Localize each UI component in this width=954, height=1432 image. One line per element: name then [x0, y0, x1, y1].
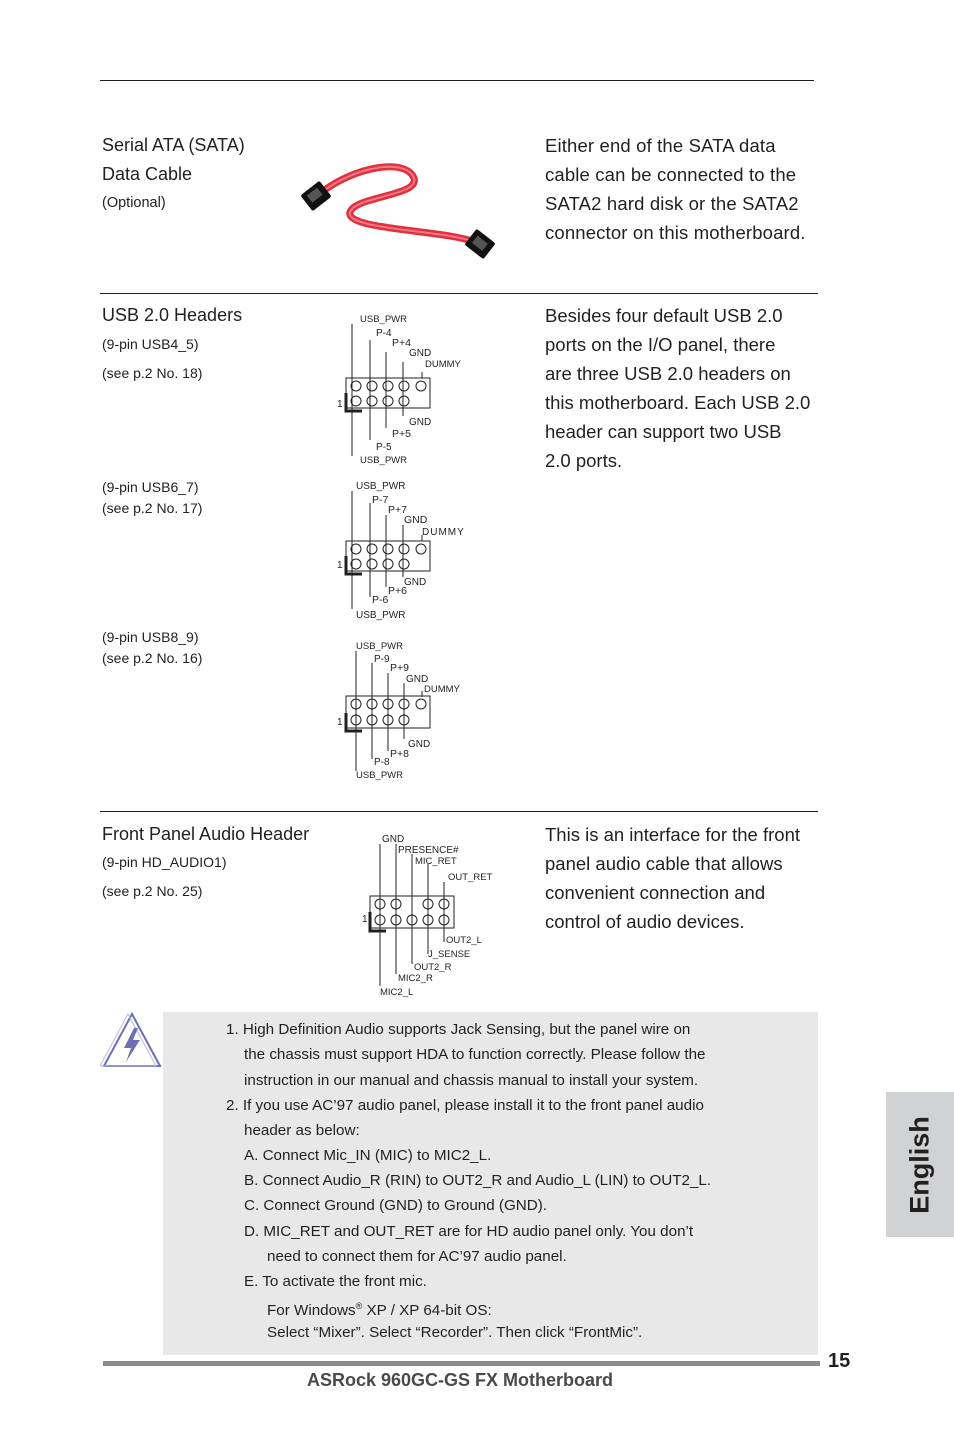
- audio-pin-label: (9-pin HD_AUDIO1): [102, 854, 227, 870]
- usb3-top-label: GND: [406, 674, 429, 685]
- section-rule: [100, 293, 818, 294]
- sata-title: Serial ATA (SATA): [102, 135, 245, 155]
- audio-top-label: PRESENCE#: [398, 845, 459, 856]
- usb2-see-label: (see p.2 No. 17): [102, 500, 203, 516]
- usb1-bottom-label: USB_PWR: [360, 455, 407, 466]
- usb1-top-label: P-4: [376, 328, 392, 339]
- usb3-bottom-label: P+8: [390, 748, 409, 760]
- page-number: 15: [828, 1350, 851, 1372]
- note-line: instruction in our manual and chassis manual to install your system.: [244, 1072, 699, 1089]
- usb2-pin1: 1: [337, 560, 343, 571]
- usb-desc-line: 2.0 ports.: [545, 450, 623, 471]
- usb2-bottom-label: USB_PWR: [356, 610, 406, 621]
- usb2-top-label: GND: [404, 514, 428, 526]
- sata-optional: (Optional): [102, 195, 166, 211]
- usb3-bottom-label: USB_PWR: [356, 770, 403, 781]
- usb-desc-line: header can support two USB: [545, 421, 782, 442]
- note-line: C. Connect Ground (GND) to Ground (GND).: [244, 1197, 548, 1214]
- usb3-top-label: DUMMY: [424, 684, 460, 695]
- top-rule: [100, 80, 814, 81]
- usb1-top-label: USB_PWR: [360, 314, 407, 325]
- usb2-top-label: USB_PWR: [356, 481, 406, 492]
- usb-desc-line: this motherboard. Each USB 2.0: [545, 392, 811, 413]
- sata-description: [545, 131, 806, 247]
- usb1-see-label: (see p.2 No. 18): [102, 365, 203, 381]
- usb1-bottom-label: P+5: [392, 428, 411, 440]
- sata-desc-line: Either end of the SATA data: [545, 135, 776, 156]
- usb-description: [545, 301, 810, 475]
- usb-title: USB 2.0 Headers: [102, 305, 243, 325]
- sata-title-line2: Data Cable: [102, 164, 193, 184]
- usb2-top-label: DUMMY: [422, 527, 465, 538]
- usb2-pin-label: (9-pin USB6_7): [102, 479, 199, 495]
- audio-bottom-label: MIC2_R: [398, 973, 433, 984]
- usb1-pin1: 1: [337, 399, 343, 410]
- audio-bottom-label: MIC2_L: [380, 987, 414, 998]
- language-tab: [886, 1092, 954, 1237]
- audio-bottom-label: OUT2_L: [446, 935, 482, 946]
- usb1-header-diagram: [334, 310, 484, 472]
- note-windows-line: [267, 1294, 492, 1323]
- audio-title: Front Panel Audio Header: [102, 824, 310, 844]
- usb1-top-label: P+4: [392, 337, 411, 349]
- audio-desc-line: panel audio cable that allows: [545, 853, 783, 874]
- audio-desc-line: This is an interface for the front: [545, 824, 801, 845]
- footer-title: ASRock 960GC-GS FX Motherboard: [307, 1370, 614, 1390]
- usb2-bottom-label: P+6: [388, 585, 407, 597]
- usb3-see-label: (see p.2 No. 16): [102, 650, 203, 666]
- usb3-top-label: P-9: [374, 654, 390, 665]
- note-line: E. To activate the front mic.: [244, 1273, 427, 1290]
- note-line: B. Connect Audio_R (RIN) to OUT2_R and Audio_L (LIN) to OUT2_L.: [244, 1172, 712, 1189]
- note-line: 1. High Definition Audio supports Jack Sensing, but the panel wire on: [226, 1021, 691, 1038]
- note-line: header as below:: [244, 1122, 360, 1139]
- audio-description: [545, 820, 800, 936]
- usb1-bottom-label: GND: [409, 417, 432, 428]
- usb1-bottom-label: P-5: [376, 442, 392, 453]
- usb1-top-label: DUMMY: [425, 359, 461, 370]
- audio-header-diagram: [358, 830, 508, 1000]
- sata-desc-line: cable can be connected to the: [545, 164, 797, 185]
- usb3-header-diagram: [334, 637, 484, 782]
- audio-top-label: GND: [382, 834, 405, 845]
- audio-bottom-label: J_SENSE: [428, 949, 471, 960]
- usb1-pin-label: (9-pin USB4_5): [102, 336, 199, 352]
- audio-see-label: (see p.2 No. 25): [102, 883, 203, 899]
- sata-cable-image: [296, 156, 502, 264]
- sata-desc-line: SATA2 hard disk or the SATA2: [545, 193, 799, 214]
- usb3-top-label: USB_PWR: [356, 641, 403, 652]
- note-registered-mark: ®: [355, 1301, 363, 1311]
- usb2-top-label: P-7: [372, 494, 389, 506]
- language-tab-label: English: [904, 1115, 935, 1214]
- note-line: D. MIC_RET and OUT_RET are for HD audio panel only. You don’t: [244, 1223, 694, 1240]
- section-rule: [100, 811, 818, 812]
- usb-desc-line: ports on the I/O panel, there: [545, 334, 776, 355]
- note-line: A. Connect Mic_IN (MIC) to MIC2_L.: [244, 1147, 492, 1164]
- usb-desc-line: Besides four default USB 2.0: [545, 305, 783, 326]
- audio-top-label: MIC_RET: [415, 856, 457, 867]
- usb2-header-diagram: [334, 477, 484, 622]
- footer-bar: [103, 1361, 820, 1366]
- sata-desc-line: connector on this motherboard.: [545, 222, 806, 243]
- usb3-bottom-label: P-8: [374, 757, 390, 768]
- note-line: Select “Mixer”. Select “Recorder”. Then click “FrontMic”.: [267, 1324, 643, 1341]
- note-line: the chassis must support HDA to function correctly. Please follow the: [244, 1046, 706, 1063]
- note-line: need to connect them for AC’97 audio panel.: [267, 1248, 567, 1265]
- audio-desc-line: control of audio devices.: [545, 911, 745, 932]
- usb3-bottom-label: GND: [408, 739, 431, 750]
- usb3-pin-label: (9-pin USB8_9): [102, 629, 199, 645]
- usb2-bottom-label: P-6: [372, 594, 389, 606]
- usb2-top-label: P+7: [388, 504, 407, 516]
- audio-desc-line: convenient connection and: [545, 882, 766, 903]
- usb2-bottom-label: GND: [404, 577, 427, 588]
- usb-desc-line: are three USB 2.0 headers on: [545, 363, 791, 384]
- usb1-top-label: GND: [409, 348, 432, 359]
- usb3-pin1: 1: [337, 717, 343, 728]
- audio-top-label: OUT_RET: [448, 872, 493, 883]
- warning-icon: [100, 1010, 164, 1070]
- note-line: 2. If you use AC’97 audio panel, please install it to the front panel audio: [226, 1097, 704, 1114]
- audio-bottom-label: OUT2_R: [414, 962, 452, 973]
- usb3-top-label: P+9: [390, 662, 409, 674]
- note-windows-prefix: For Windows: [267, 1302, 356, 1320]
- note-windows-suffix: XP / XP 64-bit OS:: [362, 1302, 492, 1320]
- audio-pin1: 1: [362, 914, 368, 925]
